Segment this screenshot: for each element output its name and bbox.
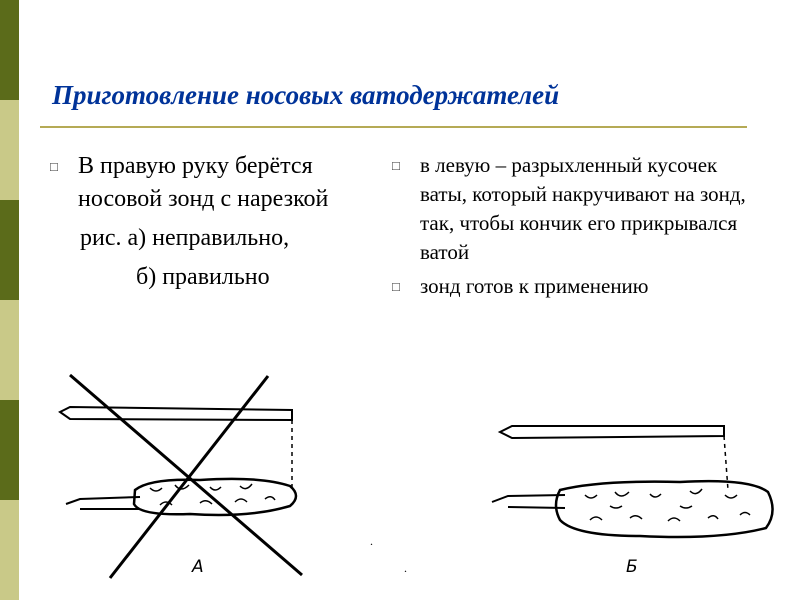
square-bullet-icon: □: [50, 159, 58, 174]
cross-line-2: [110, 376, 268, 578]
square-bullet-icon: □: [392, 158, 400, 173]
caption-b: б) правильно: [136, 264, 270, 290]
cotton-wad-b: [556, 481, 773, 537]
probe-bottom-b: [492, 495, 565, 508]
probe-top-a: [60, 407, 292, 420]
slide-title: Приготовление носовых ватодержателей: [52, 80, 560, 110]
bullet-text: В правую руку берётся носовой зонд с нарезкой: [78, 153, 329, 212]
square-bullet-icon: □: [392, 279, 400, 294]
figure-b-label: Б: [626, 557, 638, 577]
cotton-texture-b: [585, 489, 750, 521]
dot-mark: .: [404, 561, 407, 575]
figure-b: [492, 426, 773, 537]
bullet-text: в левую – разрыхленный кусочек ваты, который накручивают на зонд, так, чтобы кончик его прикрывался ватой: [420, 153, 746, 264]
probe-top-b: [500, 426, 724, 438]
figure-a-label: А: [192, 557, 204, 577]
figure-a: [60, 375, 302, 578]
bullet-text: зонд готов к применению: [420, 274, 649, 298]
cross-line-1: [70, 375, 302, 575]
caption-a: рис. а) неправильно,: [80, 225, 290, 251]
probe-bottom-a: [66, 497, 140, 509]
dot-mark: .: [370, 534, 373, 548]
